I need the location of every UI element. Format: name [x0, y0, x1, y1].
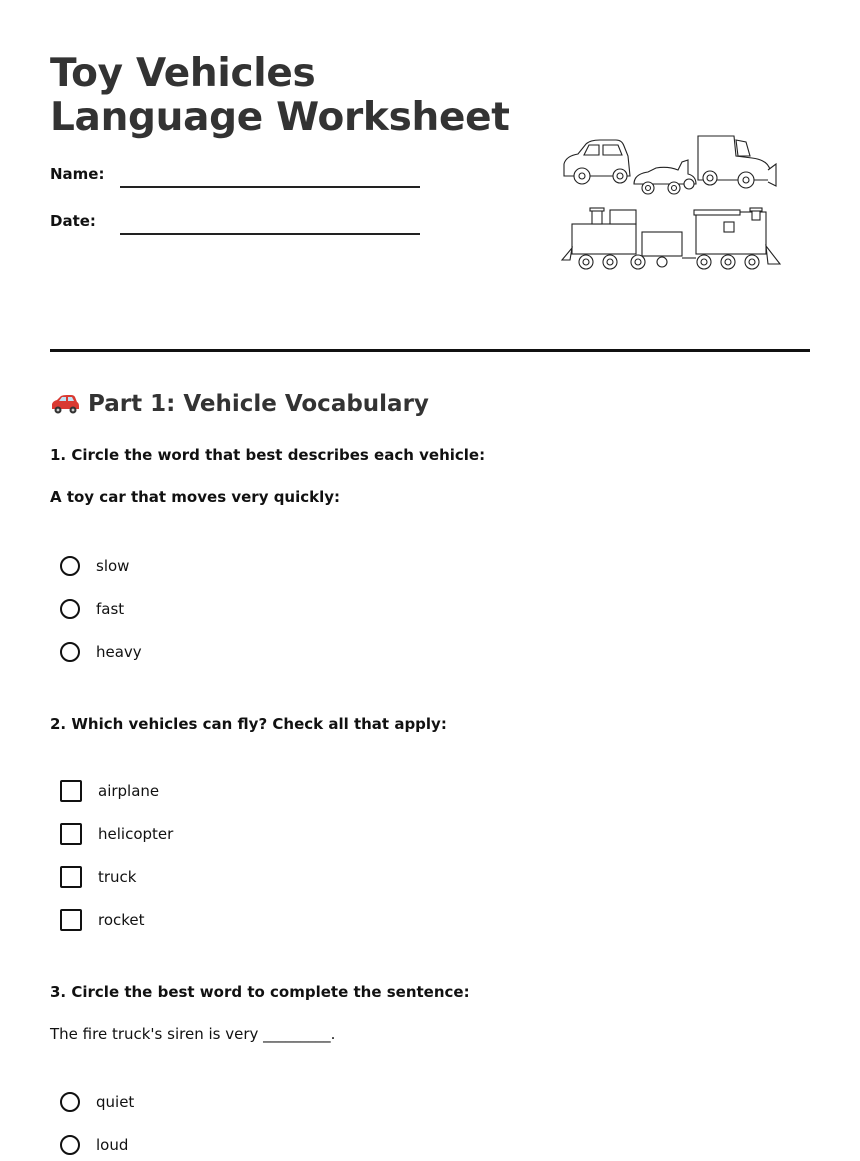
question-3-prompt: The fire truck's siren is very _________.: [50, 1025, 336, 1043]
option-truck[interactable]: [60, 865, 137, 889]
page-title: Toy Vehicles Language Worksheet: [50, 51, 510, 140]
red-car-icon: [50, 393, 80, 415]
option-heavy[interactable]: [60, 640, 142, 664]
option-fast[interactable]: [60, 597, 124, 621]
option-label: helicopter: [98, 825, 174, 843]
radio-circle[interactable]: [60, 1135, 80, 1155]
checkbox[interactable]: [60, 780, 82, 802]
checkbox[interactable]: [60, 866, 82, 888]
question-3: 3. Circle the best word to complete the sentence:: [50, 983, 470, 1001]
option-slow[interactable]: [60, 554, 129, 578]
option-label: heavy: [96, 643, 142, 661]
option-label: rocket: [98, 911, 145, 929]
radio-circle[interactable]: [60, 599, 80, 619]
option-label: quiet: [96, 1093, 135, 1111]
radio-circle[interactable]: [60, 642, 80, 662]
question-1: 1. Circle the word that best describes each vehicle:: [50, 446, 486, 464]
option-label: loud: [96, 1136, 129, 1154]
toy-car-drawing: [564, 140, 630, 184]
option-label: airplane: [98, 782, 160, 800]
date-label: Date:: [50, 212, 96, 230]
name-label: Name:: [50, 165, 105, 183]
option-loud[interactable]: [60, 1133, 128, 1157]
checkbox[interactable]: [60, 909, 82, 931]
toy-race-car-drawing: [634, 160, 696, 194]
question-1-prompt: A toy car that moves very quickly:: [50, 488, 341, 506]
date-line[interactable]: [120, 233, 420, 235]
option-label: slow: [96, 557, 130, 575]
checkbox[interactable]: [60, 823, 82, 845]
toy-train-drawing: [562, 208, 780, 269]
radio-circle[interactable]: [60, 556, 80, 576]
toy-truck-drawing: [698, 136, 776, 188]
section-divider: [50, 349, 810, 352]
option-rocket[interactable]: [60, 908, 145, 932]
question-2: 2. Which vehicles can fly? Check all that apply:: [50, 715, 447, 733]
option-helicopter[interactable]: [60, 822, 173, 846]
option-quiet[interactable]: [60, 1090, 134, 1114]
toy-vehicles-illustration: [556, 128, 786, 276]
name-line[interactable]: [120, 186, 420, 188]
radio-circle[interactable]: [60, 1092, 80, 1112]
option-label: fast: [96, 600, 125, 618]
option-label: truck: [98, 868, 137, 886]
part1-heading: [50, 386, 429, 422]
part1-heading-text: Part 1: Vehicle Vocabulary: [88, 391, 429, 417]
option-airplane[interactable]: [60, 779, 159, 803]
